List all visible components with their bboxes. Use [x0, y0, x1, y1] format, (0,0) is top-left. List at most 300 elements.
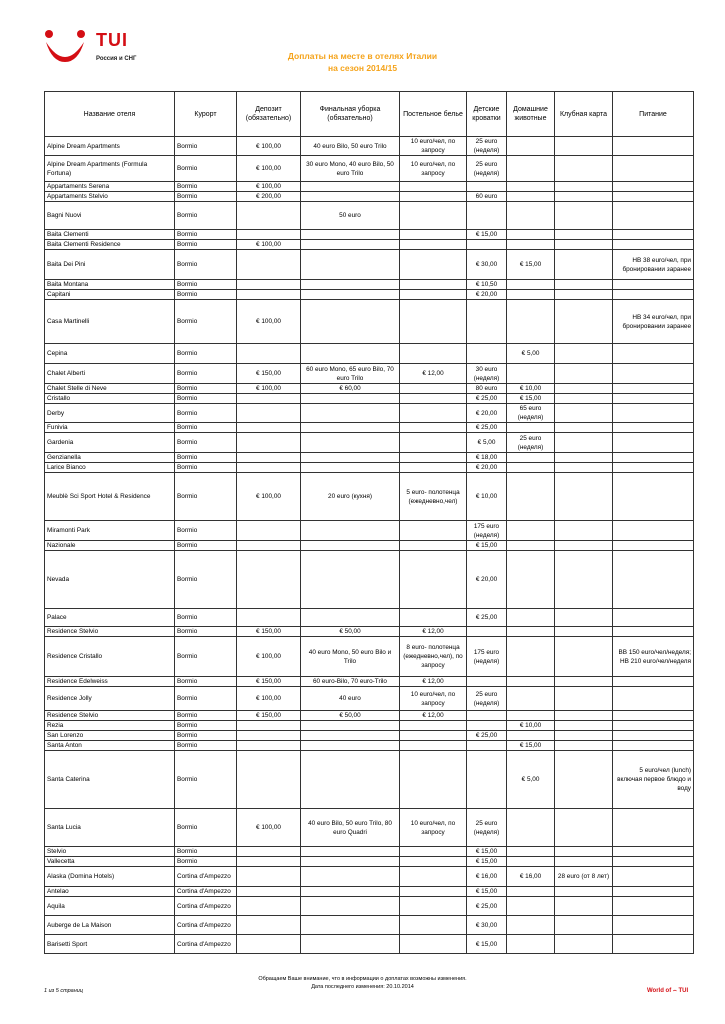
table-cell — [237, 290, 301, 300]
table-cell — [507, 521, 555, 541]
table-cell — [613, 230, 694, 240]
table-cell — [613, 677, 694, 687]
table-cell — [507, 637, 555, 677]
table-cell: Appartaments Serena — [45, 182, 175, 192]
table-cell — [613, 935, 694, 954]
table-cell: Bormio — [175, 280, 237, 290]
table-cell — [555, 290, 613, 300]
table-cell — [400, 290, 467, 300]
table-cell — [467, 677, 507, 687]
table-cell — [507, 364, 555, 384]
brand-subtitle: Россия и СНГ — [96, 56, 137, 62]
table-cell: 50 euro — [301, 202, 400, 230]
table-cell: € 30,00 — [467, 250, 507, 280]
table-cell: Bormio — [175, 809, 237, 847]
table-cell: € 10,50 — [467, 280, 507, 290]
table-cell — [613, 404, 694, 423]
table-cell — [507, 192, 555, 202]
table-cell — [400, 404, 467, 423]
table-cell — [555, 741, 613, 751]
table-cell — [400, 423, 467, 433]
table-cell — [400, 182, 467, 192]
table-cell — [507, 847, 555, 857]
table-cell — [555, 404, 613, 423]
table-cell — [400, 202, 467, 230]
table-cell — [301, 290, 400, 300]
table-cell: Bormio — [175, 423, 237, 433]
table-cell — [507, 290, 555, 300]
table-cell — [613, 887, 694, 897]
table-cell: Vallecetta — [45, 857, 175, 867]
col-hotel-name: Название отеля — [45, 92, 175, 137]
table-cell — [613, 290, 694, 300]
table-cell — [400, 741, 467, 751]
table-row — [45, 453, 694, 463]
table-cell: 65 euro (неделя) — [507, 404, 555, 423]
table-cell — [555, 916, 613, 935]
table-cell — [400, 935, 467, 954]
table-cell: Funivia — [45, 423, 175, 433]
table-cell — [400, 344, 467, 364]
table-cell — [467, 721, 507, 731]
table-cell — [301, 857, 400, 867]
table-cell — [555, 935, 613, 954]
table-row — [45, 751, 694, 809]
col-bed-linen: Постельное белье — [400, 92, 467, 137]
brand-name: TUI — [96, 30, 128, 50]
table-cell — [507, 240, 555, 250]
table-cell — [467, 627, 507, 637]
table-cell: Bormio — [175, 637, 237, 677]
table-cell — [613, 521, 694, 541]
table-cell: € 15,00 — [507, 741, 555, 751]
table-cell — [613, 453, 694, 463]
table-cell — [507, 423, 555, 433]
table-cell: Bormio — [175, 857, 237, 867]
table-cell: Genzianella — [45, 453, 175, 463]
table-cell: 10 euro/чел, по запросу — [400, 156, 467, 182]
table-cell: Aquila — [45, 897, 175, 916]
table-cell: € 12,00 — [400, 711, 467, 721]
table-cell: Bormio — [175, 711, 237, 721]
table-cell — [555, 300, 613, 344]
table-cell — [400, 463, 467, 473]
table-cell — [301, 463, 400, 473]
table-cell: Residence Cristallo — [45, 637, 175, 677]
table-cell — [613, 156, 694, 182]
table-cell: BB 150 euro/чел/неделя; HB 210 euro/чел/неделя — [613, 637, 694, 677]
table-cell: Bormio — [175, 192, 237, 202]
table-cell: € 25,00 — [467, 731, 507, 741]
table-cell: 5 euro- полотенца (ежедневно,чел) — [400, 473, 467, 521]
table-cell: 60 euro Mono, 65 euro Bilo, 70 euro Trilo — [301, 364, 400, 384]
table-cell — [613, 741, 694, 751]
table-cell: Bormio — [175, 384, 237, 394]
table-row — [45, 404, 694, 423]
table-cell — [613, 192, 694, 202]
table-cell — [507, 463, 555, 473]
table-cell — [507, 627, 555, 637]
table-cell: Bormio — [175, 230, 237, 240]
table-cell — [237, 731, 301, 741]
table-cell — [301, 541, 400, 551]
table-cell — [555, 721, 613, 731]
title-line-1: Доплаты на месте в отелях Италии — [287, 51, 438, 61]
table-cell: Bormio — [175, 290, 237, 300]
table-cell — [400, 521, 467, 541]
table-cell — [613, 463, 694, 473]
table-cell: Bormio — [175, 202, 237, 230]
table-cell: € 5,00 — [507, 344, 555, 364]
table-cell: € 100,00 — [237, 137, 301, 156]
table-cell: 60 euro — [467, 192, 507, 202]
table-row — [45, 935, 694, 954]
table-cell — [613, 551, 694, 609]
table-cell — [467, 300, 507, 344]
table-cell — [400, 240, 467, 250]
table-cell — [237, 423, 301, 433]
table-cell: Bormio — [175, 182, 237, 192]
table-cell: 5 euro/чел (lunch) включая первое блюдо и воду — [613, 751, 694, 809]
table-cell — [507, 182, 555, 192]
col-meals: Питание — [613, 92, 694, 137]
table-row — [45, 300, 694, 344]
table-cell — [301, 230, 400, 240]
table-cell — [555, 280, 613, 290]
table-cell — [555, 677, 613, 687]
table-row — [45, 156, 694, 182]
table-cell: Bormio — [175, 627, 237, 637]
table-cell — [507, 687, 555, 711]
table-cell: Gardenia — [45, 433, 175, 453]
table-cell: Miramonti Park — [45, 521, 175, 541]
table-cell — [301, 192, 400, 202]
table-cell: Alpine Dream Apartments — [45, 137, 175, 156]
table-row — [45, 182, 694, 192]
table-cell: € 20,00 — [467, 551, 507, 609]
table-cell — [301, 182, 400, 192]
table-cell: € 12,00 — [400, 364, 467, 384]
table-row — [45, 250, 694, 280]
table-cell: Baita Clementi Residence — [45, 240, 175, 250]
table-cell: Residence Stelvio — [45, 711, 175, 721]
table-cell: € 15,00 — [467, 541, 507, 551]
col-resort: Курорт — [175, 92, 237, 137]
table-cell — [301, 721, 400, 731]
table-row — [45, 847, 694, 857]
table-cell — [237, 202, 301, 230]
col-pets: Домашние животные — [507, 92, 555, 137]
table-cell: 175 euro (неделя) — [467, 637, 507, 677]
table-cell — [467, 240, 507, 250]
table-cell — [400, 609, 467, 627]
table-row — [45, 230, 694, 240]
table-cell — [400, 384, 467, 394]
table-cell — [613, 541, 694, 551]
table-cell: Santa Caterina — [45, 751, 175, 809]
table-cell: € 16,00 — [467, 867, 507, 887]
table-cell: 40 euro Bilo, 50 euro Trilo — [301, 137, 400, 156]
table-cell: 20 euro (кухня) — [301, 473, 400, 521]
table-cell — [613, 394, 694, 404]
table-cell: Residence Edelweiss — [45, 677, 175, 687]
table-cell — [555, 521, 613, 541]
table-row — [45, 627, 694, 637]
table-cell: € 100,00 — [237, 809, 301, 847]
table-cell — [507, 230, 555, 240]
table-cell — [613, 240, 694, 250]
table-cell: € 10,00 — [467, 473, 507, 521]
table-cell: € 20,00 — [467, 290, 507, 300]
table-cell — [555, 847, 613, 857]
table-cell — [301, 731, 400, 741]
table-cell: Bormio — [175, 751, 237, 809]
table-cell: € 15,00 — [467, 887, 507, 897]
table-cell — [400, 731, 467, 741]
table-cell — [301, 751, 400, 809]
table-cell — [555, 627, 613, 637]
table-cell — [400, 721, 467, 731]
table-cell: € 25,00 — [467, 423, 507, 433]
table-cell: Cepina — [45, 344, 175, 364]
world-of-label: World of — [647, 988, 672, 994]
table-row — [45, 137, 694, 156]
table-cell — [555, 687, 613, 711]
table-cell: Appartaments Stelvio — [45, 192, 175, 202]
table-cell: Antelao — [45, 887, 175, 897]
table-cell — [237, 404, 301, 423]
table-row — [45, 433, 694, 453]
table-cell: Bormio — [175, 721, 237, 731]
table-row — [45, 809, 694, 847]
table-cell: € 150,00 — [237, 364, 301, 384]
table-cell: HB 38 euro/чел, при бронировании заранее — [613, 250, 694, 280]
table-cell — [507, 202, 555, 230]
table-cell: Bormio — [175, 551, 237, 609]
table-cell: Rezia — [45, 721, 175, 731]
table-cell — [237, 847, 301, 857]
table-cell — [613, 711, 694, 721]
table-cell — [301, 521, 400, 541]
table-cell — [555, 463, 613, 473]
table-cell — [237, 230, 301, 240]
table-cell — [301, 551, 400, 609]
table-header-row — [45, 92, 694, 137]
table-cell: Bormio — [175, 364, 237, 384]
table-row — [45, 541, 694, 551]
table-cell: HB 34 euro/чел, при бронировании заранее — [613, 300, 694, 344]
table-cell: € 5,00 — [467, 433, 507, 453]
table-cell — [400, 280, 467, 290]
table-cell — [507, 541, 555, 551]
table-cell: € 100,00 — [237, 156, 301, 182]
table-cell: 28 euro (от 8 лет) — [555, 867, 613, 887]
table-cell — [301, 847, 400, 857]
footer-note-line-2: Дата последнего изменения: 20.10.2014 — [311, 984, 414, 990]
table-cell: € 100,00 — [237, 240, 301, 250]
table-cell — [301, 609, 400, 627]
table-cell: € 15,00 — [507, 250, 555, 280]
table-cell: Casa Martinelli — [45, 300, 175, 344]
table-cell — [613, 137, 694, 156]
table-cell: Bormio — [175, 344, 237, 364]
table-cell — [555, 887, 613, 897]
table-cell — [237, 433, 301, 453]
table-cell: Residence Stelvio — [45, 627, 175, 637]
table-cell — [237, 250, 301, 280]
table-cell: € 10,00 — [507, 721, 555, 731]
table-cell — [400, 300, 467, 344]
table-cell: Baita Dei Pini — [45, 250, 175, 280]
table-cell: Bormio — [175, 677, 237, 687]
table-cell — [507, 300, 555, 344]
table-cell: Capitani — [45, 290, 175, 300]
table-cell — [400, 751, 467, 809]
table-cell: € 150,00 — [237, 627, 301, 637]
table-cell: € 50,00 — [301, 627, 400, 637]
table-cell: € 200,00 — [237, 192, 301, 202]
table-cell — [400, 453, 467, 463]
table-cell — [301, 935, 400, 954]
table-cell: Cortina d'Ampezzo — [175, 887, 237, 897]
table-cell — [301, 394, 400, 404]
table-cell — [613, 609, 694, 627]
table-cell — [507, 137, 555, 156]
table-cell: Bormio — [175, 609, 237, 627]
table-cell — [507, 857, 555, 867]
table-cell — [400, 887, 467, 897]
table-cell — [301, 433, 400, 453]
table-cell: Cristallo — [45, 394, 175, 404]
table-cell — [507, 473, 555, 521]
table-cell: 8 euro- полотенца (ежедневно,чел), по запросу — [400, 637, 467, 677]
table-cell — [613, 384, 694, 394]
table-cell — [237, 280, 301, 290]
table-cell — [467, 182, 507, 192]
table-cell: Residence Jolly — [45, 687, 175, 711]
table-cell — [613, 280, 694, 290]
table-cell: € 18,00 — [467, 453, 507, 463]
table-row — [45, 423, 694, 433]
table-row — [45, 344, 694, 364]
table-cell — [613, 687, 694, 711]
table-row — [45, 551, 694, 609]
table-cell — [400, 867, 467, 887]
table-cell — [507, 609, 555, 627]
table-cell — [400, 541, 467, 551]
table-cell: Bormio — [175, 300, 237, 344]
table-cell: Bagni Nuovi — [45, 202, 175, 230]
table-cell: € 100,00 — [237, 182, 301, 192]
table-cell: 30 euro (неделя) — [467, 364, 507, 384]
table-row — [45, 463, 694, 473]
table-cell: Larice Bianco — [45, 463, 175, 473]
table-cell — [467, 711, 507, 721]
table-cell — [613, 867, 694, 887]
table-cell: € 20,00 — [467, 404, 507, 423]
table-cell: Auberge de La Maison — [45, 916, 175, 935]
table-cell: 10 euro/чел, по запросу — [400, 687, 467, 711]
table-cell: Bormio — [175, 847, 237, 857]
table-cell: Bormio — [175, 473, 237, 521]
table-cell — [555, 609, 613, 627]
table-row — [45, 637, 694, 677]
table-cell: 10 euro/чел, по запросу — [400, 137, 467, 156]
table-cell — [301, 240, 400, 250]
table-cell — [555, 137, 613, 156]
table-cell — [237, 916, 301, 935]
table-cell: Chalet Alberti — [45, 364, 175, 384]
table-cell: Cortina d'Ampezzo — [175, 935, 237, 954]
table-cell: Bormio — [175, 156, 237, 182]
table-cell: € 50,00 — [301, 711, 400, 721]
table-cell — [507, 677, 555, 687]
table-cell: Baita Montana — [45, 280, 175, 290]
table-row — [45, 384, 694, 394]
table-cell — [301, 280, 400, 290]
table-cell — [555, 230, 613, 240]
table-cell — [507, 916, 555, 935]
table-cell — [507, 711, 555, 721]
table-cell — [400, 916, 467, 935]
table-cell: € 12,00 — [400, 677, 467, 687]
table-cell: € 15,00 — [507, 394, 555, 404]
footer-note — [0, 975, 725, 991]
table-cell: 175 euro (неделя) — [467, 521, 507, 541]
table-cell — [237, 551, 301, 609]
table-cell: Bormio — [175, 240, 237, 250]
table-cell — [400, 857, 467, 867]
table-cell — [237, 935, 301, 954]
table-cell: € 25,00 — [467, 394, 507, 404]
table-cell: Cortina d'Ampezzo — [175, 916, 237, 935]
col-deposit: Депозит (обязательно) — [237, 92, 301, 137]
table-cell — [301, 250, 400, 280]
table-cell — [555, 473, 613, 521]
world-of-tui-logo — [647, 988, 688, 995]
table-cell: Cortina d'Ampezzo — [175, 867, 237, 887]
table-cell — [237, 887, 301, 897]
table-row — [45, 897, 694, 916]
table-cell: Nazionale — [45, 541, 175, 551]
table-cell: € 100,00 — [237, 687, 301, 711]
table-cell — [507, 809, 555, 847]
table-cell — [301, 453, 400, 463]
table-cell: 40 euro Mono, 50 euro Bilo и Trilo — [301, 637, 400, 677]
table-row — [45, 741, 694, 751]
world-of-brand: TUI — [678, 988, 689, 994]
table-cell — [555, 751, 613, 809]
table-cell — [467, 751, 507, 809]
table-cell — [467, 202, 507, 230]
table-cell — [555, 240, 613, 250]
table-cell: € 150,00 — [237, 711, 301, 721]
table-cell: 25 euro (неделя) — [507, 433, 555, 453]
table-cell: € 12,00 — [400, 627, 467, 637]
table-cell — [555, 394, 613, 404]
table-cell: Bormio — [175, 404, 237, 423]
table-cell: 25 euro (неделя) — [467, 687, 507, 711]
table-cell — [555, 182, 613, 192]
table-cell — [555, 433, 613, 453]
table-cell — [237, 751, 301, 809]
table-cell — [400, 897, 467, 916]
table-cell: € 16,00 — [507, 867, 555, 887]
table-cell — [507, 280, 555, 290]
table-cell — [301, 423, 400, 433]
table-cell — [237, 521, 301, 541]
table-cell: 30 euro Mono, 40 euro Bilo, 50 euro Trilo — [301, 156, 400, 182]
